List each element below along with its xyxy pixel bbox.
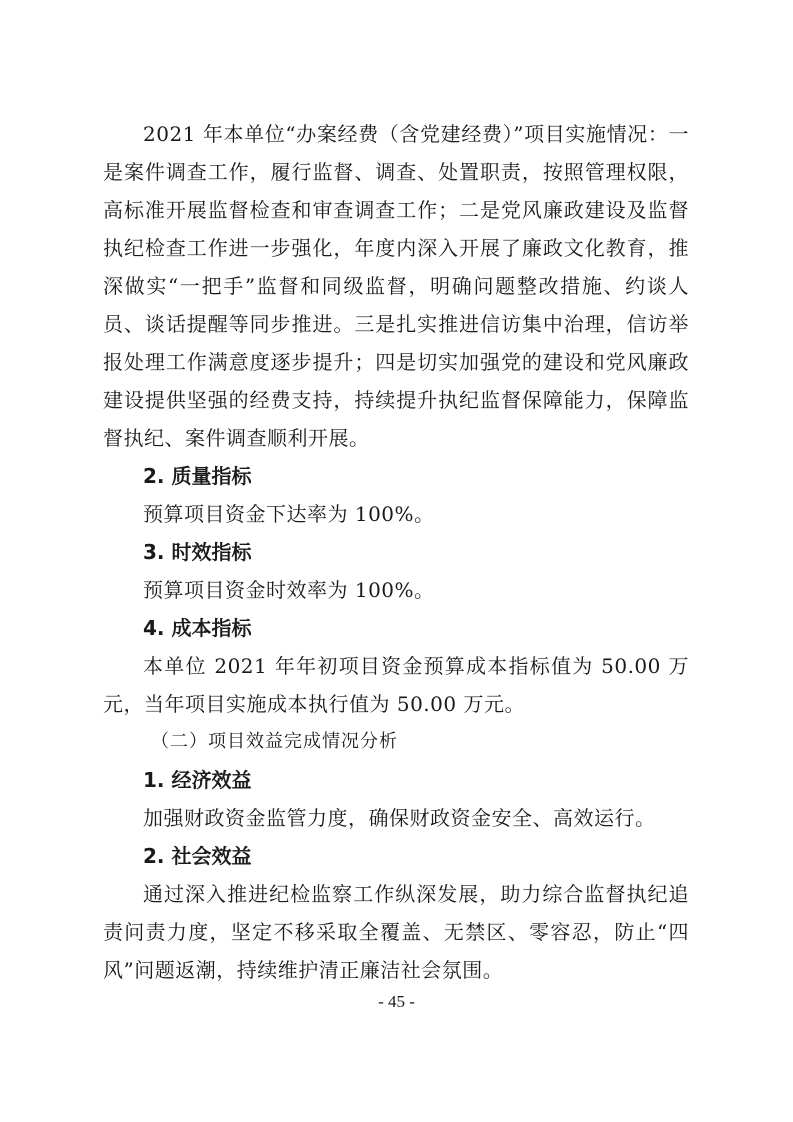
economic-benefit-text: 加强财政资金监管力度，确保财政资金安全、高效运行。 <box>143 806 656 830</box>
intro-paragraph: 2021 年本单位“办案经费（含党建经费）”项目实施情况：一是案件调查工作，履行监督、调查、处置职责，按照管理权限，高标准开展监督检查和审查调查工作；二是党风廉政建设及监督执纪检查工作进一步强化，年度内深入开展了廉政文化教育，推深做实“一把手”监督和同级监督，明确问题整改措施、约谈人员、谈话提醒等同步推进。三是扎实推进信访集中治理，信访举报处理工作满意度逐步提升；四是切实加强党的建设和党风廉政建设提供坚强的经费支持，持续提升执纪监督保障能力，保障监督执纪、案件调查顺利开展。 <box>103 122 689 450</box>
benefit-section-heading: （二）项目效益完成情况分析 <box>151 731 398 752</box>
cost-indicator-heading: 4. 成本指标 <box>143 616 252 640</box>
timeliness-indicator-heading: 3. 时效指标 <box>143 540 252 564</box>
page-number: - 45 - <box>378 992 415 1011</box>
economic-benefit-heading: 1. 经济效益 <box>143 768 252 792</box>
cost-indicator-text: 本单位 2021 年年初项目资金预算成本指标值为 50.00 万元，当年项目实施成本执行值为 50.00 万元。 <box>103 654 689 716</box>
social-benefit-heading: 2. 社会效益 <box>143 844 252 868</box>
social-benefit-text: 通过深入推进纪检监察工作纵深发展，助力综合监督执纪追责问责力度，坚定不移采取全覆盖、无禁区、零容忍，防止“四风”问题返潮，持续维护清正廉洁社会氛围。 <box>103 882 689 982</box>
quality-indicator-text: 预算项目资金下达率为 100%。 <box>143 502 435 526</box>
page-body <box>103 115 689 989</box>
timeliness-indicator-text: 预算项目资金时效率为 100%。 <box>143 578 435 602</box>
quality-indicator-heading: 2. 质量指标 <box>143 464 252 488</box>
